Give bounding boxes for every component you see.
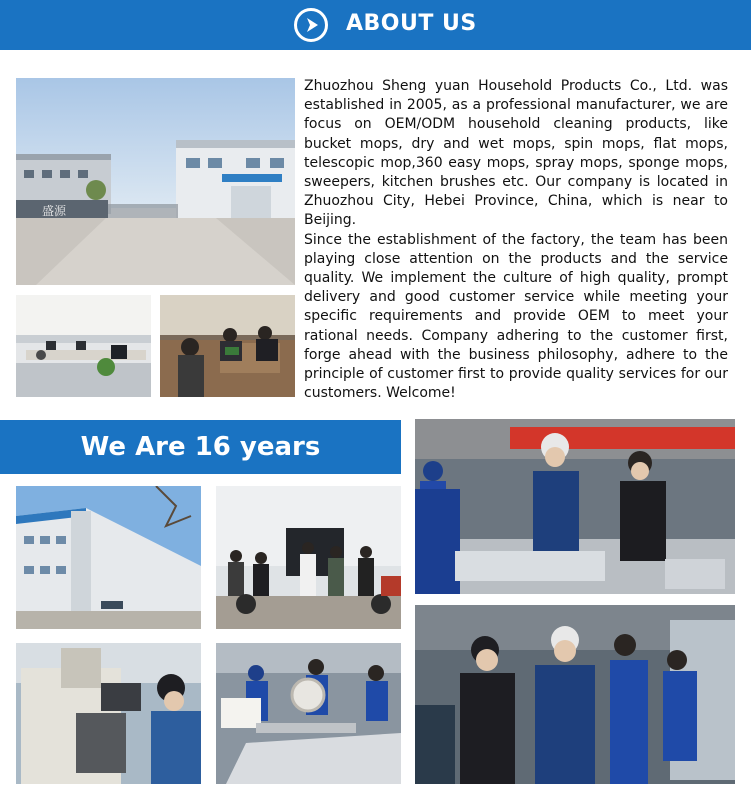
meeting-photo <box>160 295 295 397</box>
about-paragraph-1: Zhuozhou Sheng yuan Household Products Co., Ltd. was established in 2005, as a professional manufacturer, we are focus on OEM/ODM household cleaning products, like bucket mops, dry and wet mops, spin mops, flat mops, telescopic mop,360 easy mops, spray mops, sponge mops, sweepers, kitchen brushes etc. Our company is located in Zhuozhou City, Hebei Province, China, which is near to Beijing. <box>304 78 728 229</box>
machine-operator-photo <box>16 643 201 784</box>
officials-visit-photo-2 <box>415 605 735 784</box>
about-description <box>304 77 728 403</box>
warehouse-photo <box>16 486 201 629</box>
officials-visit-photo-1 <box>415 419 735 594</box>
team-outdoor-photo <box>216 486 401 629</box>
page-title: ABOUT US <box>346 11 477 36</box>
about-us-header <box>0 0 751 50</box>
office-photo <box>16 295 151 397</box>
gate-sign-text: 盛源 <box>42 204 67 218</box>
years-banner-title: We Are 16 years <box>80 432 321 462</box>
production-line-photo <box>216 643 401 784</box>
factory-exterior-photo <box>16 78 295 285</box>
about-paragraph-2: Since the establishment of the factory, the team has been playing close attention on the products and the service quality. We implement the culture of high quality, prompt delivery and good customer service while meeting your specific requirements and provide OEM to meet your rational needs. Company adhering to the customer first, forge ahead with the business philosophy, adhere to the principle of customer first to provide quality services for our customers. Welcome! <box>304 231 728 402</box>
years-banner <box>0 420 401 474</box>
chevron-right-circle-icon <box>294 8 328 42</box>
